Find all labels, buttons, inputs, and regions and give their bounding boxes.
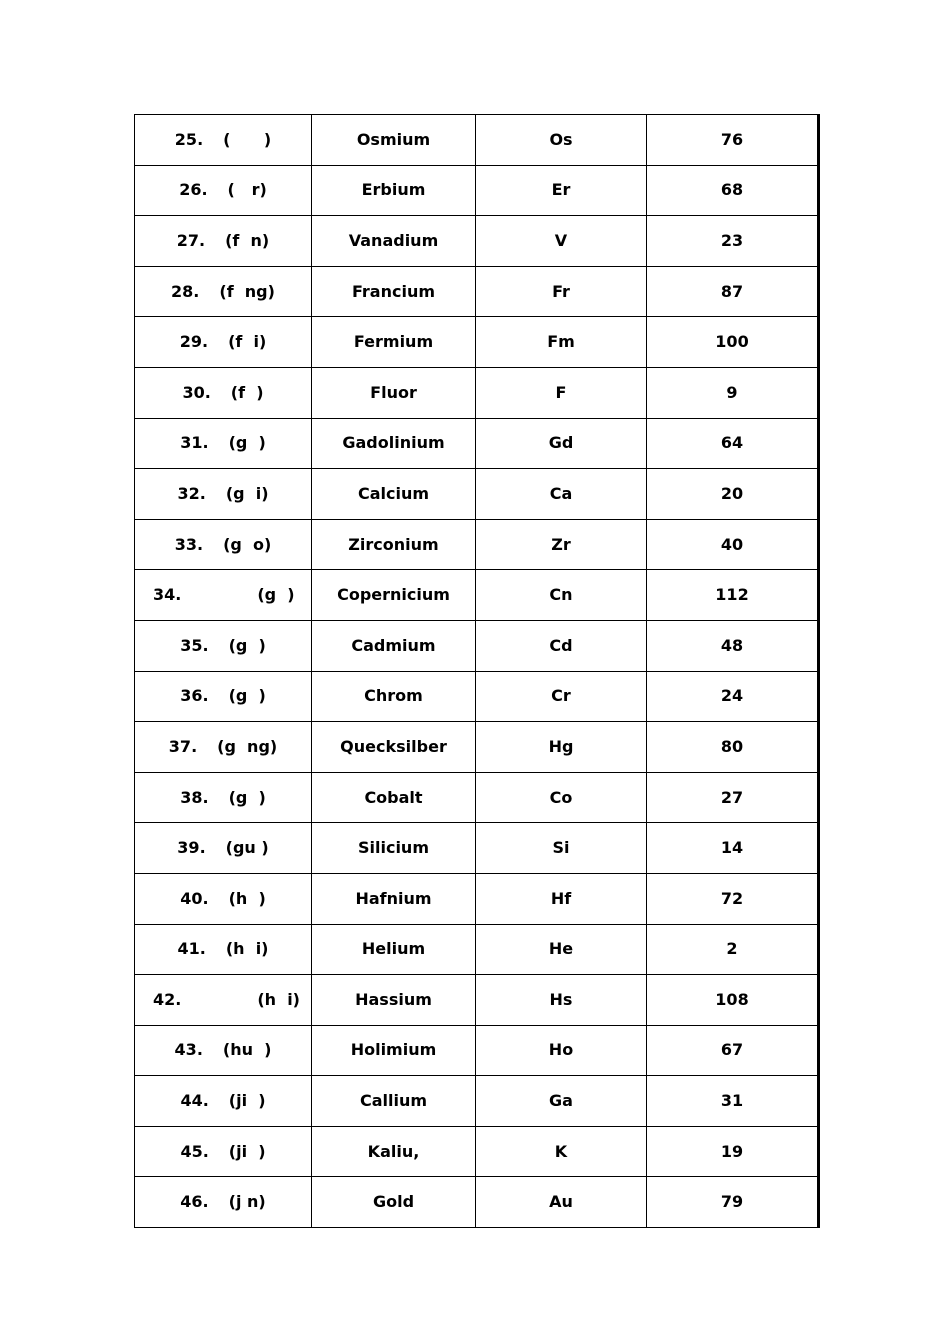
- table-row: [135, 620, 819, 671]
- table-row: [135, 1126, 819, 1177]
- pinyin-text: (g ): [228, 635, 266, 655]
- row-index: 27.: [176, 230, 206, 250]
- row-index: 36.: [180, 686, 209, 706]
- row-index-cell: [135, 367, 312, 418]
- atomic-number: 48: [647, 620, 819, 671]
- table-row: [135, 367, 819, 418]
- element-symbol: Ho: [476, 1025, 647, 1076]
- atomic-number: 80: [647, 722, 819, 773]
- table-row: [135, 317, 819, 368]
- element-name: Gold: [312, 1177, 476, 1228]
- pinyin-text: (g ): [228, 433, 266, 453]
- row-index-cell: [135, 165, 312, 216]
- element-symbol: F: [476, 367, 647, 418]
- element-symbol: Si: [476, 823, 647, 874]
- pinyin-text: ( r): [227, 180, 267, 200]
- element-name: Copernicium: [312, 570, 476, 621]
- element-name: Cobalt: [312, 772, 476, 823]
- table-row: [135, 519, 819, 570]
- atomic-number: 14: [647, 823, 819, 874]
- element-table: [134, 114, 820, 1228]
- element-name: Zirconium: [312, 519, 476, 570]
- element-symbol: Zr: [476, 519, 647, 570]
- element-symbol: Cd: [476, 620, 647, 671]
- row-index: 45.: [180, 1141, 209, 1161]
- element-name: Fluor: [312, 367, 476, 418]
- table-row: [135, 115, 819, 166]
- element-name: Silicium: [312, 823, 476, 874]
- table-row: [135, 570, 819, 621]
- row-index-cell: [135, 772, 312, 823]
- element-name: Chrom: [312, 671, 476, 722]
- element-symbol: Ca: [476, 469, 647, 520]
- table-row: [135, 266, 819, 317]
- element-symbol: K: [476, 1126, 647, 1177]
- row-index: 28.: [171, 281, 200, 301]
- atomic-number: 19: [647, 1126, 819, 1177]
- pinyin-text: (g ): [228, 686, 266, 706]
- row-index-cell: [135, 418, 312, 469]
- row-index: 44.: [180, 1091, 209, 1111]
- row-index: 29.: [179, 332, 209, 352]
- row-index-cell: [135, 115, 312, 166]
- row-index-cell: [135, 469, 312, 520]
- table-row: [135, 722, 819, 773]
- row-index-cell: [135, 873, 312, 924]
- atomic-number: 9: [647, 367, 819, 418]
- row-index: 42.: [153, 989, 182, 1009]
- atomic-number: 67: [647, 1025, 819, 1076]
- row-index: 43.: [174, 1040, 203, 1060]
- pinyin-text: (g ng): [217, 736, 278, 756]
- pinyin-text: (j n): [228, 1192, 266, 1212]
- table-row: [135, 823, 819, 874]
- row-index: 41.: [177, 939, 206, 959]
- row-index: 34.: [153, 585, 182, 605]
- element-symbol: Fr: [476, 266, 647, 317]
- row-index: 30.: [182, 382, 211, 402]
- pinyin-text: (h i): [225, 939, 269, 959]
- element-symbol: Gd: [476, 418, 647, 469]
- pinyin-text: (ji ): [228, 1091, 266, 1111]
- row-index: 31.: [180, 433, 209, 453]
- element-symbol: Hs: [476, 975, 647, 1026]
- pinyin-text: (h ): [228, 888, 266, 908]
- element-name: Francium: [312, 266, 476, 317]
- atomic-number: 112: [647, 570, 819, 621]
- element-name: Calcium: [312, 469, 476, 520]
- element-symbol: V: [476, 216, 647, 267]
- row-index: 40.: [180, 888, 209, 908]
- element-symbol: He: [476, 924, 647, 975]
- table-row: [135, 975, 819, 1026]
- atomic-number: 64: [647, 418, 819, 469]
- pinyin-text: (f n): [225, 230, 270, 250]
- pinyin-text: (g o): [223, 534, 272, 554]
- element-symbol: Cr: [476, 671, 647, 722]
- table-row: [135, 1025, 819, 1076]
- element-name: Vanadium: [312, 216, 476, 267]
- atomic-number: 68: [647, 165, 819, 216]
- element-name: Osmium: [312, 115, 476, 166]
- element-name: Callium: [312, 1076, 476, 1127]
- row-index-cell: [135, 317, 312, 368]
- row-index-cell: [135, 1076, 312, 1127]
- row-index-cell: [135, 519, 312, 570]
- element-symbol: Co: [476, 772, 647, 823]
- row-index-cell: [135, 823, 312, 874]
- table-row: [135, 671, 819, 722]
- element-symbol: Ga: [476, 1076, 647, 1127]
- row-index-cell: [135, 266, 312, 317]
- table-row: [135, 469, 819, 520]
- pinyin-text: (g i): [225, 483, 269, 503]
- row-index-cell: [135, 924, 312, 975]
- row-index-cell: [135, 671, 312, 722]
- element-symbol: Hg: [476, 722, 647, 773]
- pinyin-text: (ji ): [228, 1141, 266, 1161]
- element-name: Gadolinium: [312, 418, 476, 469]
- atomic-number: 23: [647, 216, 819, 267]
- row-index-cell: [135, 216, 312, 267]
- table-row: [135, 1076, 819, 1127]
- element-symbol: Au: [476, 1177, 647, 1228]
- table-row: [135, 1177, 819, 1228]
- element-symbol: Hf: [476, 873, 647, 924]
- row-index: 26.: [179, 180, 208, 200]
- atomic-number: 27: [647, 772, 819, 823]
- element-symbol: Er: [476, 165, 647, 216]
- row-index-cell: [135, 570, 312, 621]
- table-row: [135, 924, 819, 975]
- table-row: [135, 772, 819, 823]
- atomic-number: 76: [647, 115, 819, 166]
- element-name: Fermium: [312, 317, 476, 368]
- atomic-number: 108: [647, 975, 819, 1026]
- element-name: Erbium: [312, 165, 476, 216]
- row-index-cell: [135, 1177, 312, 1228]
- atomic-number: 72: [647, 873, 819, 924]
- table-row: [135, 873, 819, 924]
- row-index: 32.: [177, 483, 206, 503]
- element-symbol: Fm: [476, 317, 647, 368]
- table-row: [135, 165, 819, 216]
- atomic-number: 40: [647, 519, 819, 570]
- element-name: Quecksilber: [312, 722, 476, 773]
- atomic-number: 20: [647, 469, 819, 520]
- atomic-number: 100: [647, 317, 819, 368]
- element-name: Helium: [312, 924, 476, 975]
- pinyin-text: (f i): [228, 332, 267, 352]
- pinyin-text: (g ): [228, 787, 266, 807]
- row-index: 35.: [180, 635, 209, 655]
- atomic-number: 24: [647, 671, 819, 722]
- atomic-number: 31: [647, 1076, 819, 1127]
- row-index-cell: [135, 722, 312, 773]
- element-name: Kaliu,: [312, 1126, 476, 1177]
- pinyin-text: (g ): [257, 585, 295, 605]
- element-name: Hassium: [312, 975, 476, 1026]
- row-index: 33.: [174, 534, 204, 554]
- row-index: 39.: [177, 838, 206, 858]
- row-index: 37.: [168, 736, 198, 756]
- element-name: Cadmium: [312, 620, 476, 671]
- row-index: 38.: [180, 787, 209, 807]
- pinyin-text: ( ): [223, 129, 272, 149]
- pinyin-text: (gu ): [225, 838, 269, 858]
- atomic-number: 79: [647, 1177, 819, 1228]
- row-index: 46.: [180, 1192, 209, 1212]
- row-index: 25.: [174, 129, 204, 149]
- table-row: [135, 216, 819, 267]
- element-name: Hafnium: [312, 873, 476, 924]
- atomic-number: 2: [647, 924, 819, 975]
- row-index-cell: [135, 620, 312, 671]
- element-symbol: Os: [476, 115, 647, 166]
- row-index-cell: [135, 1126, 312, 1177]
- pinyin-text: (hu ): [222, 1040, 272, 1060]
- table-row: [135, 418, 819, 469]
- atomic-number: 87: [647, 266, 819, 317]
- row-index-cell: [135, 975, 312, 1026]
- pinyin-text: (h i): [257, 989, 300, 1009]
- element-name: Holimium: [312, 1025, 476, 1076]
- row-index-cell: [135, 1025, 312, 1076]
- pinyin-text: (f ng): [219, 281, 275, 301]
- element-table-body: [135, 115, 819, 1228]
- element-symbol: Cn: [476, 570, 647, 621]
- pinyin-text: (f ): [230, 382, 264, 402]
